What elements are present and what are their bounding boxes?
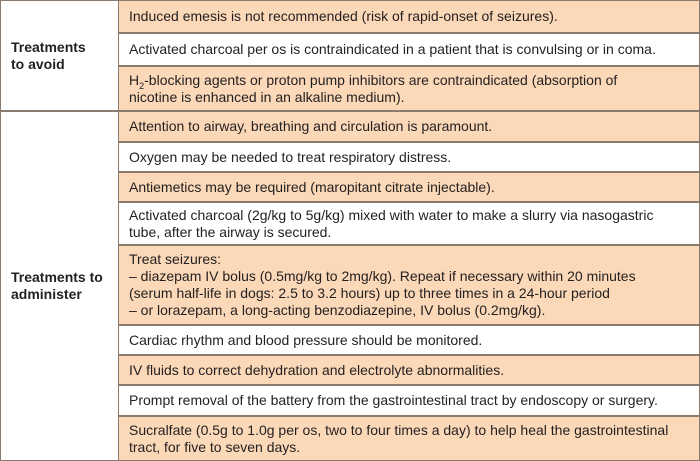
- group-rows: [119, 0, 700, 111]
- table-row: Cardiac rhythm and blood pressure should be monitored.: [119, 325, 700, 355]
- group-label: Treatments to avoid: [0, 0, 119, 111]
- table-row: [119, 66, 700, 111]
- table-row: Sucralfate (0.5g to 1.0g per os, two to four times a day) to help heal the gastrointestinal tract, for five to seven days.: [119, 416, 700, 461]
- table-row: Oxygen may be needed to treat respiratory distress.: [119, 142, 700, 172]
- table-row: Prompt removal of the battery from the gastrointestinal tract by endoscopy or surgery.: [119, 385, 700, 416]
- row-text: $H_2$-blocking agents or proton pump inhibitors are contraindicated (absorption of nicotine is enhanced in an alkaline medium).: [129, 71, 618, 105]
- table-row: Antiemetics may be required (maropitant citrate injectable).: [119, 172, 700, 202]
- table-row: Activated charcoal (2g/kg to 5g/kg) mixed with water to make a slurry via nasogastric tube, after the airway is secured.: [119, 202, 700, 245]
- treatments-to-avoid-group: [0, 0, 700, 111]
- treatments-to-administer-group: [0, 111, 700, 461]
- table-row: Treat seizures: – diazepam IV bolus (0.5mg/kg to 2mg/kg). Repeat if necessary within 20 minutes (serum half-life in dogs: 2.5 to 3.2 hours) up to three times in a 24-hour period – or lorazepam, a long-acting benzodiazepine, IV bolus (0.2mg/kg).: [119, 245, 700, 325]
- table-row: Attention to airway, breathing and circulation is paramount.: [119, 111, 700, 142]
- table-row: IV fluids to correct dehydration and electrolyte abnormalities.: [119, 355, 700, 385]
- group-rows: [119, 111, 700, 461]
- table-row: Activated charcoal per os is contraindicated in a patient that is convulsing or in coma.: [119, 33, 700, 66]
- table-row: Induced emesis is not recommended (risk of rapid-onset of seizures).: [119, 0, 700, 33]
- group-label: Treatments to administer: [0, 111, 119, 461]
